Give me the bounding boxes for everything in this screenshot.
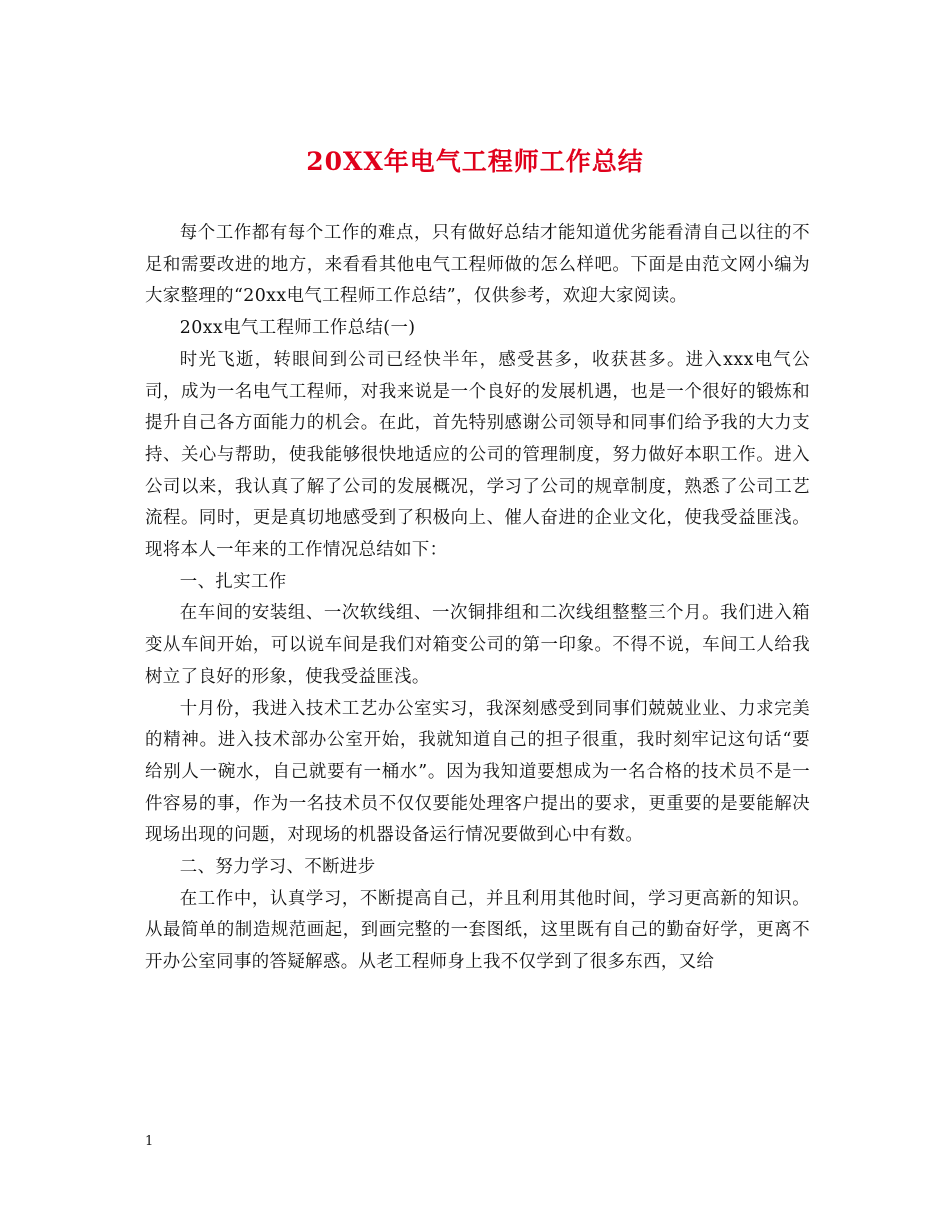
paragraph-workshop: 在车间的安装组、一次软线组、一次铜排组和二次线组整整三个月。我们进入箱变从车间开始，可以说车间是我们对箱变公司的第一印象。不得不说，车间工人给我树立了良好的形象，使我受益匪浅。: [145, 603, 810, 687]
paragraph-overview: 时光飞逝，转眼间到公司已经快半年，感受甚多，收获甚多。进入xxx电气公司，成为一名电气工程师，对我来说是一个良好的发展机遇，也是一个很好的锻炼和提升自己各方面能力的机会。在此，首先特别感谢公司领导和同事们给予我的大力支持、关心与帮助，使我能够很快地适应的公司的管理制度，努力做好本职工作。进入公司以来，我认真了解了公司的发展概况，学习了公司的规章制度，熟悉了公司工艺流程。同时，更是真切地感受到了积极向上、催人奋进的企业文化，使我受益匪浅。现将本人一年来的工作情况总结如下：: [145, 349, 810, 561]
paragraph-tech-office: 十月份，我进入技术工艺办公室实习，我深刻感受到同事们兢兢业业、力求完美的精神。进入技术部办公室开始，我就知道自己的担子很重，我时刻牢记这句话“要给别人一碗水，自己就要有一桶水”。因为我知道要想成为一名合格的技术员不是一件容易的事，作为一名技术员不仅仅要能处理客户提出的要求，更重要的是要能解决现场出现的问题，对现场的机器设备运行情况要做到心中有数。: [145, 698, 810, 846]
paragraph-intro: 每个工作都有每个工作的难点，只有做好总结才能知道优劣能看清自己以往的不足和需要改进的地方，来看看其他电气工程师做的怎么样吧。下面是由范文网小编为大家整理的“20xx电气工程师工作总结”，仅供参考，欢迎大家阅读。: [145, 223, 810, 307]
paragraph-learning: 在工作中，认真学习，不断提高自己，并且利用其他时间，学习更高新的知识。从最简单的制造规范画起，到画完整的一套图纸，这里既有自己的勤奋好学，更离不开办公室同事的答疑解惑。从老工程师身上我不仅学到了很多东西，又给: [145, 888, 810, 973]
heading-summary-one: 20xx电气工程师工作总结(一): [179, 318, 416, 339]
document-body: [145, 218, 810, 979]
heading-section-one: 一、扎实工作: [179, 571, 287, 592]
page-number: 1: [145, 1134, 154, 1149]
heading-section-two: 二、努力学习、不断进步: [179, 857, 376, 878]
document-title: 20XX年电气工程师工作总结: [306, 147, 644, 176]
